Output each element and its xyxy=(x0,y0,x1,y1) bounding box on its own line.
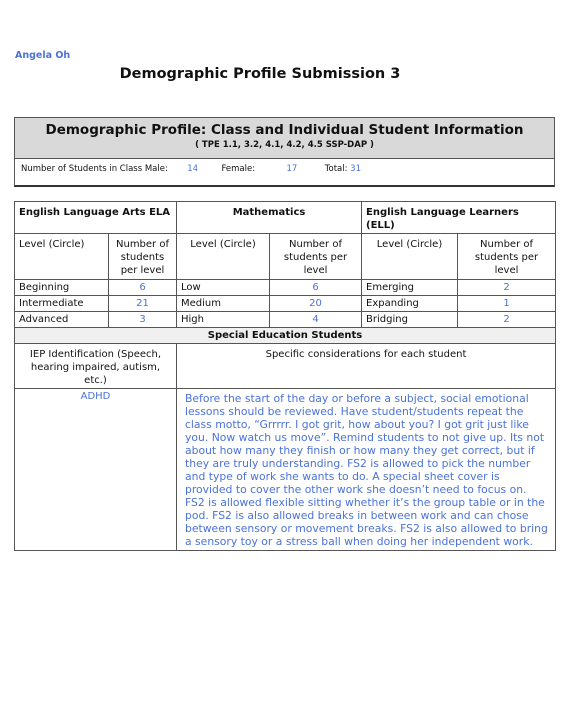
iep-header: IEP Identification (Speech, hearing impaired, autism, etc.) xyxy=(15,344,177,389)
math-level-label: Level (Circle) xyxy=(177,234,270,280)
ela-count-label: Number of students per level xyxy=(109,234,177,280)
table-row xyxy=(15,280,556,296)
profile-header-table xyxy=(14,117,555,187)
ela-header: English Language Arts ELA xyxy=(15,202,177,234)
special-ed-heading: Special Education Students xyxy=(15,328,556,344)
ell-count: 2 xyxy=(458,312,556,328)
ela-level: Intermediate xyxy=(15,296,109,312)
math-level: High xyxy=(177,312,270,328)
ell-level: Expanding xyxy=(362,296,458,312)
male-count: 14 xyxy=(187,164,199,174)
special-ed-columns-row xyxy=(15,344,556,389)
ell-level-label: Level (Circle) xyxy=(362,234,458,280)
math-count: 20 xyxy=(270,296,362,312)
considerations-header: Specific considerations for each student xyxy=(177,344,556,389)
table-row xyxy=(15,312,556,328)
author-name: Angela Oh xyxy=(15,50,71,61)
ell-count: 2 xyxy=(458,280,556,296)
special-ed-header-row xyxy=(15,328,556,344)
math-level: Medium xyxy=(177,296,270,312)
math-count: 6 xyxy=(270,280,362,296)
ela-count: 21 xyxy=(109,296,177,312)
ela-level: Advanced xyxy=(15,312,109,328)
math-header: Mathematics xyxy=(177,202,362,234)
table-row xyxy=(15,296,556,312)
ela-count: 6 xyxy=(109,280,177,296)
column-header-row xyxy=(15,234,556,280)
math-count-label: Number of students per level xyxy=(270,234,362,280)
student-considerations: Before the start of the day or before a subject, social emotional lessons should be reviewed. Have student/students repeat the class motto, “Grrrrr. I got grit, how about you? I got grit just like you. Now watch us move”. Remind students to not give up. Its not about how many they finish or how many they get correct, but if they are truly understanding. FS2 is allowed to pick the number and type of work she wants to do. A special sheet cover is provided to cover the other work she doesn’t need to focus on. FS2 is allowed flexible sitting whether it’s the group table or in the pod. FS2 is also allowed breaks in between work and can chose between sensory or movement breaks. FS2 is also allowed to bring a sensory toy or a stress ball when doing her independent work. xyxy=(177,389,556,551)
subject-header-row xyxy=(15,202,556,234)
document-title: Demographic Profile Submission 3 xyxy=(119,66,401,82)
standards-line: ( TPE 1.1, 3.2, 4.1, 4.2, 4.5 SSP-DAP ) xyxy=(195,140,374,150)
total-label: Total: xyxy=(324,164,348,174)
ela-count: 3 xyxy=(109,312,177,328)
profile-heading: Demographic Profile: Class and Individual Student Information xyxy=(45,122,524,138)
profile-heading-cell xyxy=(15,118,554,159)
count-label: Number of Students in Class Male: xyxy=(21,164,168,174)
ela-level: Beginning xyxy=(15,280,109,296)
student-count-row xyxy=(15,159,554,179)
math-count: 4 xyxy=(270,312,362,328)
ela-level-label: Level (Circle) xyxy=(15,234,109,280)
female-count: 17 xyxy=(286,164,298,174)
special-ed-student-row xyxy=(15,389,556,551)
ell-header: English Language Learners (ELL) xyxy=(362,202,556,234)
demographic-table xyxy=(14,201,556,551)
ell-level: Bridging xyxy=(362,312,458,328)
ell-count: 1 xyxy=(458,296,556,312)
math-level: Low xyxy=(177,280,270,296)
iep-identification: ADHD xyxy=(15,389,177,551)
ell-count-label: Number of students per level xyxy=(458,234,556,280)
total-count: 31 xyxy=(350,164,361,174)
ell-level: Emerging xyxy=(362,280,458,296)
female-label: Female: xyxy=(221,164,256,174)
